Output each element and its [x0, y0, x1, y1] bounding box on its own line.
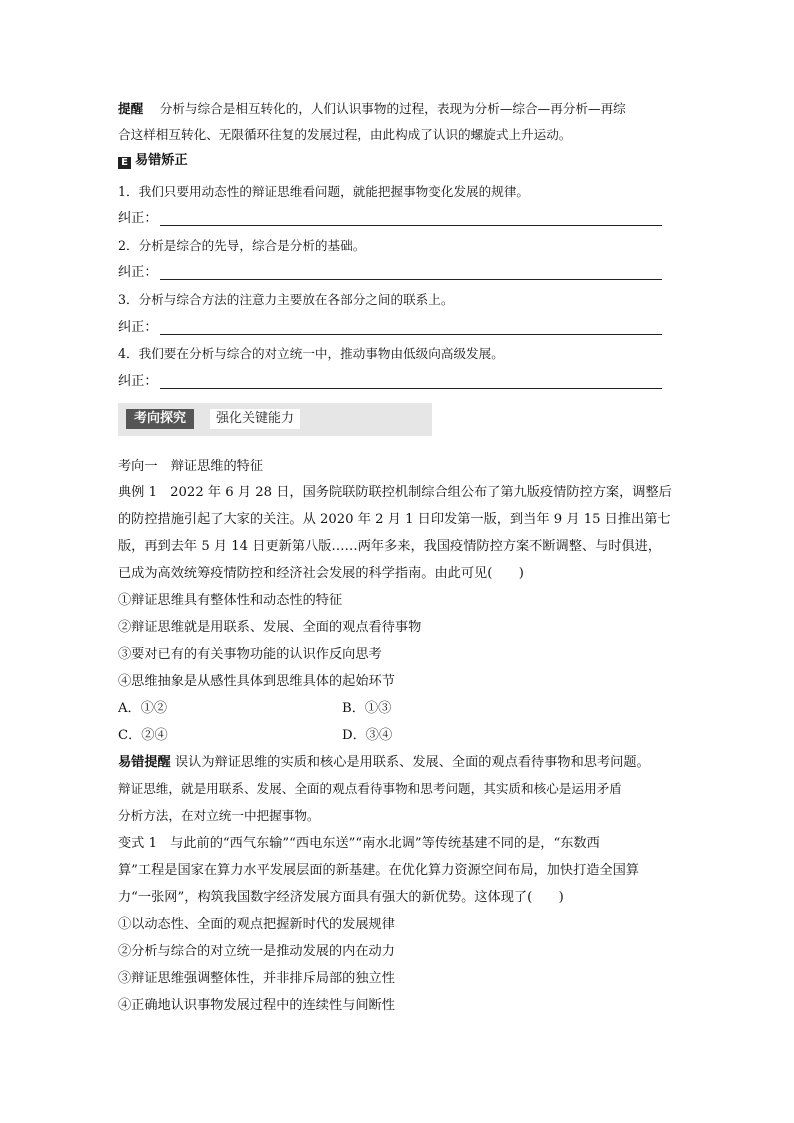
correct-label: 纠正： — [118, 374, 158, 389]
direction-heading — [118, 455, 684, 474]
correction-item: 3．分析与综合方法的注意力主要放在各部分之间的联系上。 — [118, 292, 454, 307]
error-tip-line: 分析方法，在对立统一中把握事物。 — [118, 808, 320, 823]
correction-answer[interactable] — [118, 316, 684, 335]
direction-title: 辩证思维的特征 — [170, 459, 264, 474]
tip-line-2: 合这样相互转化、无限循环往复的发展过程，由此构成了认识的螺旋式上升运动。 — [118, 127, 572, 142]
statement: ①辩证思维具有整体性和动态性的特征 — [118, 593, 343, 608]
correction-item: 1．我们只要用动态性的辩证思维看问题，就能把握事物变化发展的规律。 — [118, 184, 530, 199]
tip-text-1: 分析与综合是相互转化的，人们认识事物的过程，表现为分析—综合—再分析—再综 — [159, 101, 626, 116]
example-label: 典例 1 — [118, 485, 157, 500]
option-d[interactable]: D．③④ — [342, 728, 393, 743]
answer-blank[interactable] — [160, 265, 662, 280]
statement: ③辩证思维强调整体性，并非排斥局部的独立性 — [118, 971, 395, 986]
variant-line-1 — [118, 832, 684, 851]
variant-line: 算”工程是国家在算力水平发展层面的新基建。在优化算力资源空间布局，加快打造全国算 — [118, 863, 640, 878]
correct-label: 纠正： — [118, 320, 158, 335]
variant-label: 变式 1 — [118, 836, 157, 851]
error-tip-label: 易错提醒 — [118, 755, 171, 770]
example-line: 已成为高效统筹疫情防控和经济社会发展的科学指南。由此可见( ) — [118, 566, 524, 581]
example-line: 的防控措施引起了大家的关注。从 2020 年 2 月 1 日印发第一版，到当年 9 月 15 日推出第七 — [118, 512, 671, 527]
answer-blank[interactable] — [160, 374, 662, 389]
correction-answer[interactable] — [118, 261, 684, 280]
variant-text: 与此前的“西气东输”“西电东送”“南水北调”等传统基建不同的是，“东数西 — [170, 836, 600, 851]
answer-blank[interactable] — [160, 211, 662, 226]
error-tip-line: 辩证思维，就是用联系、发展、全面的观点看待事物和思考问题，其实质和核心是运用矛盾 — [118, 781, 622, 796]
correct-label: 纠正： — [118, 211, 158, 226]
statement: ③要对已有的有关事物功能的认识作反向思考 — [118, 647, 382, 662]
tip-label: 提醒 — [118, 101, 144, 116]
answer-blank[interactable] — [160, 320, 662, 335]
correct-label: 纠正： — [118, 265, 158, 280]
correction-answer[interactable] — [118, 370, 684, 389]
direction-label: 考向一 — [118, 459, 158, 474]
correction-header — [118, 149, 684, 169]
variant-line: 力“一张网”，构筑我国数字经济发展方面具有强大的新优势。这体现了( ) — [118, 890, 564, 905]
option-b[interactable]: B．①③ — [342, 701, 392, 716]
example-line: 版，再到去年 5 月 14 日更新第八版……两年多来，我国疫情防控方案不断调整、与时俱进， — [118, 539, 662, 554]
option-c[interactable]: C．②④ — [118, 728, 168, 743]
statement: ②辩证思维就是用联系、发展、全面的观点看待事物 — [118, 620, 422, 635]
error-correction-icon: E — [118, 157, 131, 169]
correction-item: 2．分析是综合的先导，综合是分析的基础。 — [118, 238, 366, 253]
error-tip-line-1 — [118, 751, 684, 770]
section-tag: 考向探究 — [126, 409, 194, 429]
statement: ②分析与综合的对立统一是推动发展的内在动力 — [118, 944, 395, 959]
statement: ①以动态性、全面的观点把握新时代的发展规律 — [118, 917, 395, 932]
section-subtitle: 强化关键能力 — [210, 409, 300, 429]
statement: ④正确地认识事物发展过程中的连续性与间断性 — [118, 998, 395, 1013]
example-text: 2022 年 6 月 28 日，国务院联防联控机制综合组公布了第九版疫情防控方案，调整后 — [170, 485, 672, 500]
correction-title: 易错矫正 — [135, 153, 188, 168]
error-tip-text: 误认为辩证思维的实质和核心是用联系、发展、全面的观点看待事物和思考问题。 — [174, 755, 650, 770]
section-banner — [118, 403, 432, 436]
correction-item: 4．我们要在分析与综合的对立统一中，推动事物由低级向高级发展。 — [118, 346, 504, 361]
option-a[interactable]: A．①② — [118, 701, 168, 716]
correction-answer[interactable] — [118, 207, 684, 226]
tip-line-1 — [118, 98, 684, 117]
statement: ④思维抽象是从感性具体到思维具体的起始环节 — [118, 674, 395, 689]
example-line-1 — [118, 481, 684, 500]
